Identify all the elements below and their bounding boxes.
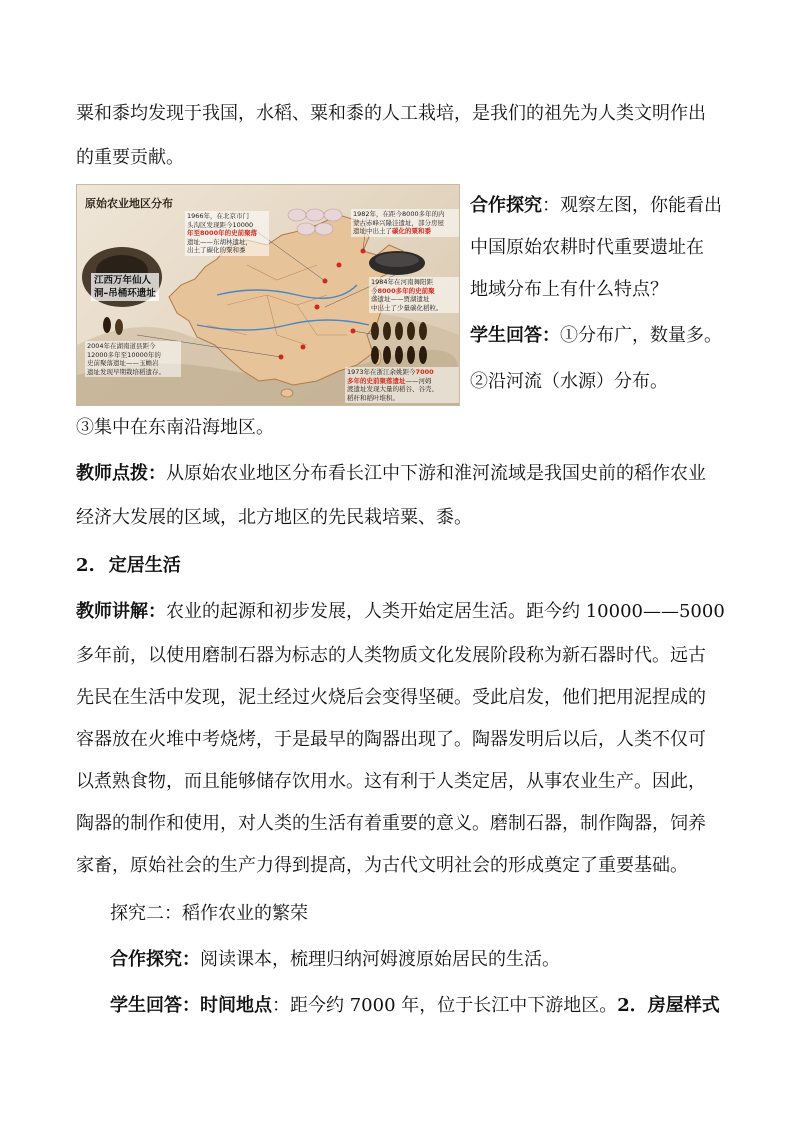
callout-1966-text-end: 遗址——东胡林遗址， 出土了碳化的粟和黍 [187, 237, 252, 254]
lecture-label: 教师讲解： [76, 601, 166, 622]
callout-1982-text: 1982年，在距今8000多年的内 蒙古赤峰兴隆洼遗址，部分房屋 遗址中出土了 [353, 210, 445, 235]
lecture-line [76, 812, 706, 836]
lecture-line [76, 770, 706, 794]
lecture-text: 先民在生活中发现，泥土经过火烧后会变得坚硬。受此启发，他们把用泥捏成的 [76, 687, 706, 708]
cooperate-line [110, 948, 560, 972]
side-answer-line [470, 324, 722, 348]
paragraph-line [76, 102, 718, 126]
answer-line [76, 416, 274, 440]
student-answer-label: 学生回答： [110, 995, 200, 1016]
callout-1973-text: 1973年在浙江余姚距今 [347, 368, 416, 376]
explore-text: 探究二：稻作农业的繁荣 [110, 903, 308, 924]
student-answer-label: 学生回答： [470, 325, 560, 346]
explore-heading [110, 902, 308, 926]
student-answer-line [110, 994, 720, 1018]
teacher-tip-line [76, 506, 472, 530]
callout-1966-highlight: 年至8000年的史前聚落 [187, 229, 258, 237]
callout-1973-text-end: ——河姆 渡遗址发现大量的稻谷、谷壳、 稻秆和稻叶堆积。 [347, 376, 438, 402]
side-question-line [470, 194, 722, 218]
lecture-text: 以煮熟食物，而且能够储存饮用水。这有利于人类定居，从事农业生产。因此， [76, 771, 706, 792]
callout-1966-text: 1966年，在北京市门 头沟区发现距今10000 [187, 212, 254, 229]
paragraph-text: 的重要贡献。 [76, 147, 184, 168]
cooperate-label: 合作探究 [470, 195, 542, 216]
teacher-tip-label: 教师点拨： [76, 463, 166, 484]
lecture-text: 容器放在火堆中考烧烤，于是最早的陶器出现了。陶器发明后以后，人类不仅可 [76, 729, 706, 750]
teacher-tip-text: 经济大发展的区域，北方地区的先民栽培粟、黍。 [76, 507, 472, 528]
side-question-line [470, 236, 704, 260]
cooperate-text: 阅读课本，梳理归纳河姆渡原始居民的生活。 [200, 949, 560, 970]
house-style-label: 2．房屋样式 [617, 995, 720, 1016]
section-number: 2. [76, 555, 95, 576]
lecture-line [76, 728, 706, 752]
callout-2004-text: 2004年在湖南道县距今 12000多年至10000年的 史前聚落遗址——玉蟾岩 遗址发现早期栽培稻遗存。 [87, 342, 165, 376]
lecture-text: 陶器的制作和使用，对人类的生活有着重要的意义。磨制石器，制作陶器，饲养 [76, 813, 706, 834]
lecture-line [76, 854, 688, 878]
lecture-line [76, 644, 706, 668]
cooperate-label: 合作探究： [110, 949, 200, 970]
figure-title: 原始农业地区分布 [85, 197, 173, 210]
lecture-text: 多年前，以使用磨制石器为标志的人类物质文化发展阶段称为新石器时代。远古 [76, 645, 706, 666]
section-title: 定居生活 [108, 555, 181, 576]
callout-1984-text-end: 落遗址——贾湖遗址 中出土了少量碳化稻粒。 [371, 295, 443, 312]
lecture-text: 农业的起源和初步发展，人类开始定居生活。距今约 10000——5000 [166, 601, 725, 622]
callout-1973-highlight: 7000 多年的史前聚落遗址 [347, 368, 434, 385]
lecture-text: 家畜，原始社会的生产力得到提高，为古代文明社会的形成奠定了重要基础。 [76, 855, 688, 876]
callout-1984 [369, 277, 459, 313]
paragraph-line [76, 146, 184, 170]
callout-1973 [345, 367, 459, 403]
agriculture-map-figure [76, 184, 460, 406]
callout-2004 [85, 341, 181, 377]
callout-1984-text: 1984年在河南舞阳距 今 [371, 278, 434, 295]
teacher-tip-line [76, 462, 718, 486]
callout-1982-highlight: 碳化的粟和黍 [392, 227, 431, 235]
side-answer-text: ①分布广，数量多。 [560, 325, 722, 346]
paragraph-text: 粟和黍均发现于我国，水稻、粟和黍的人工栽培，是我们的祖先为人类文明作出 [76, 103, 706, 124]
side-answer-line [470, 370, 668, 394]
answer-text: ③集中在东南沿海地区。 [76, 417, 274, 438]
lecture-line [76, 686, 706, 710]
lecture-line [76, 600, 725, 624]
time-place-label: 时间地点 [200, 995, 272, 1016]
callout-1982 [351, 209, 459, 237]
teacher-tip-text: 从原始农业地区分布看长江中下游和淮河流域是我国史前的稻作农业 [166, 463, 706, 484]
side-answer-text: ②沿河流（水源）分布。 [470, 371, 668, 392]
callout-1966 [185, 211, 269, 256]
section-heading [76, 554, 181, 578]
side-question-text: 中国原始农耕时代重要遗址在 [470, 237, 704, 258]
side-question-text: ：观察左图，你能看出 [542, 195, 722, 216]
side-question-text: 地域分布上有什么特点？ [470, 279, 668, 300]
time-place-text: ：距今约 7000 年，位于长江中下游地区。 [272, 995, 618, 1016]
callout-1984-highlight: 8000多年的史前聚 [377, 286, 435, 295]
side-question-line [470, 278, 668, 302]
site-label-xianrendong: 江西万年仙人 洞–吊桶环遗址 [91, 273, 159, 301]
